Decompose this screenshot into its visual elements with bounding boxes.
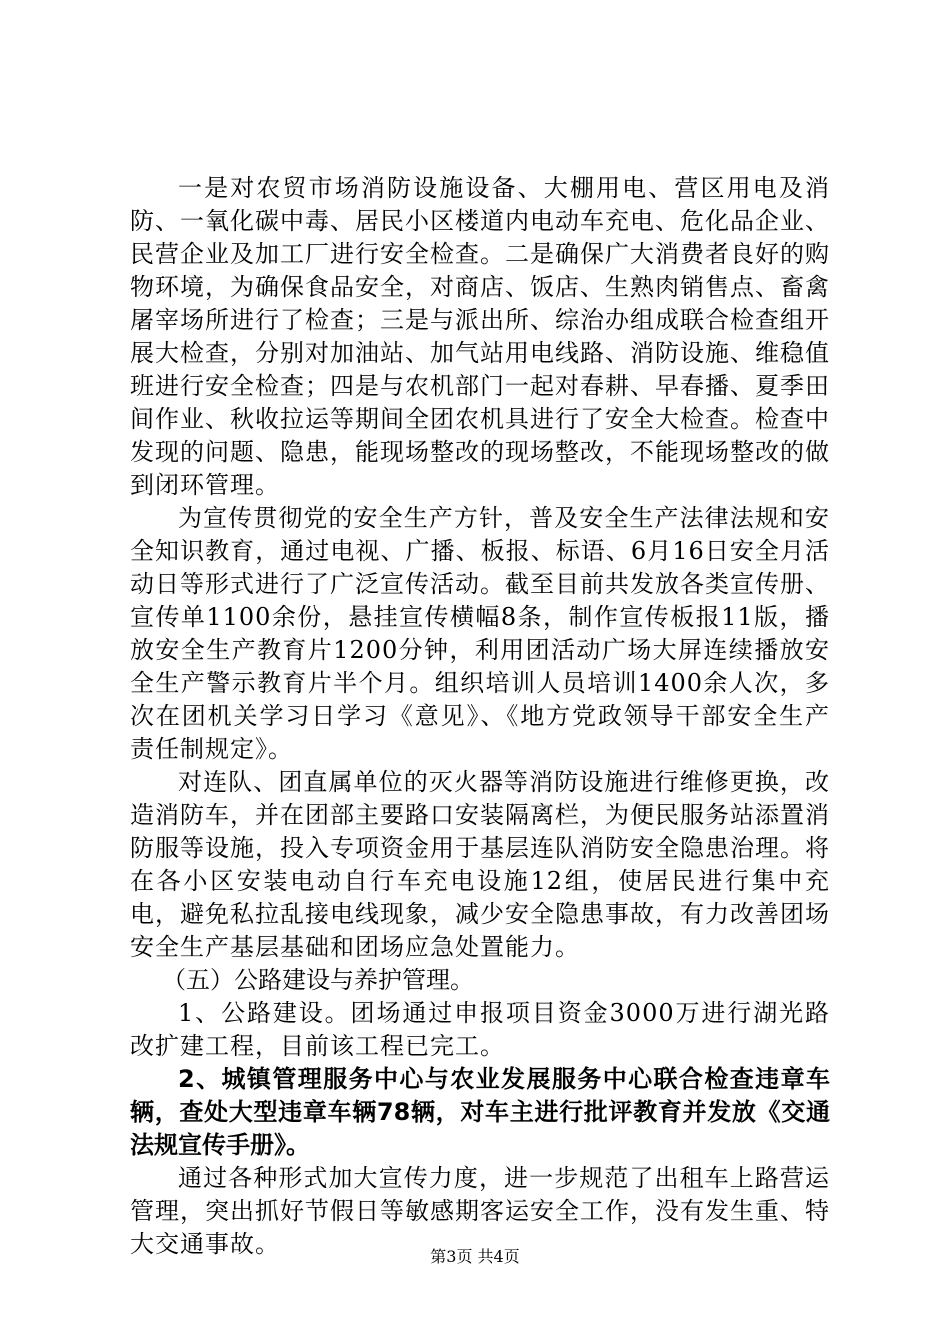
- paragraph-safety-publicity: 为宣传贯彻党的安全生产方针，普及安全生产法律法规和安全知识教育，通过电视、广播、板报、标语、6月16日安全月活动日等形式进行了广泛宣传活动。截至目前共发放各类宣传册、宣传单1100余份，悬挂宣传横幅8条，制作宣传板报11版，播放安全生产教育片1200分钟，利用团活动广场大屏连续播放安全生产警示教育片半个月。组织培训人员培训1400余人次，多次在团机关学习日学习《意见》、《地方党政领导干部安全生产责任制规定》。: [130, 504, 830, 763]
- page-footer: 第3页 共4页: [430, 1247, 520, 1266]
- section-heading-road: （五）公路建设与养护管理。: [162, 966, 474, 994]
- paragraph-vehicle-inspection: 2、城镇管理服务中心与农业发展服务中心联合检查违章车辆，查处大型违章车辆78辆，对车主进行批评教育并发放《交通法规宣传手册》。: [130, 1065, 830, 1159]
- paragraph-road-construction: 1、公路建设。团场通过申报项目资金3000万进行湖光路改扩建工程，目前该工程已完工。: [130, 999, 830, 1060]
- paragraph-traffic-publicity: 通过各种形式加大宣传力度，进一步规范了出租车上路营运管理，突出抓好节假日等敏感期客运安全工作，没有发生重、特大交通事故。: [130, 1164, 830, 1258]
- paragraph-fire-facilities: 对连队、团直属单位的灭火器等消防设施进行维修更换，改造消防车，并在团部主要路口安装隔离栏，为便民服务站添置消防服等设施，投入专项资金用于基层连队消防安全隐患治理。将在各小区安装电动自行车充电设施12组，使居民进行集中充电，避免私拉乱接电线现象，减少安全隐患事故，有力改善团场安全生产基层基础和团场应急处置能力。: [130, 768, 830, 961]
- document-body: [130, 172, 830, 1261]
- paragraph-safety-inspection: 一是对农贸市场消防设施设备、大棚用电、营区用电及消防、一氧化碳中毒、居民小区楼道内电动车充电、危化品企业、民营企业及加工厂进行安全检查。二是确保广大消费者良好的购物环境，为确保食品安全，对商店、饭店、生熟肉销售点、畜禽屠宰场所进行了检查；三是与派出所、综治办组成联合检查组开展大检查，分别对加油站、加气站用电线路、消防设施、维稳值班进行安全检查；四是与农机部门一起对春耕、早春播、夏季田间作业、秋收拉运等期间全团农机具进行了安全大检查。检查中发现的问题、隐患，能现场整改的现场整改，不能现场整改的做到闭环管理。: [130, 174, 830, 499]
